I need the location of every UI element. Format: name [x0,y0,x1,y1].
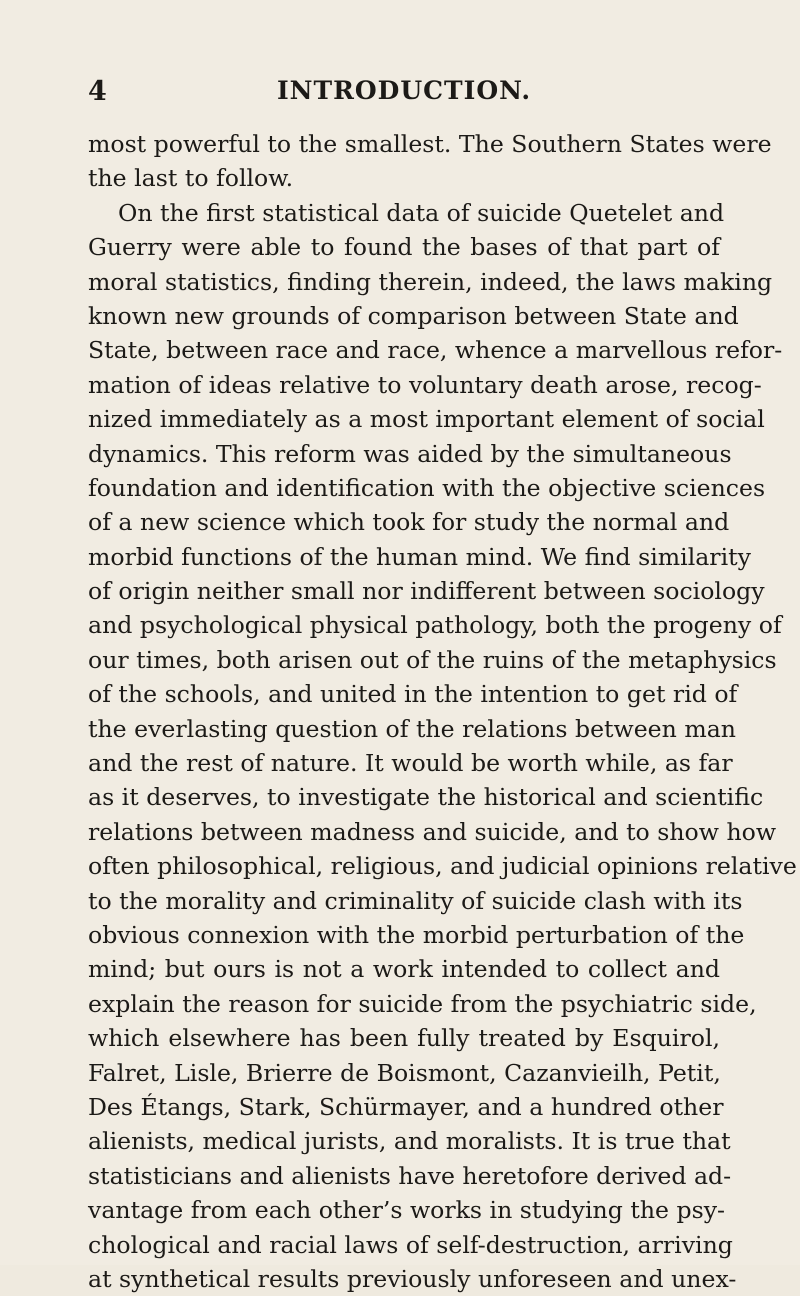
text-line: relations between madness and suicide, and to show how [88,817,777,846]
text-line: On the first statistical data of suicide Quetelet and [118,198,725,227]
text-line: dynamics. This reform was aided by the simultaneous [88,439,732,468]
text-line: vantage from each other’s works in studying the psy- [88,1196,725,1225]
running-title: INTRODUCTION. [276,76,532,105]
text-line: the last to follow. [88,164,294,193]
text-line: mation of ideas relative to voluntary death arose, recog- [88,370,762,399]
text-line: foundation and identification with the objective sciences [88,473,766,502]
text-line: often philosophical, religious, and judicial opinions relative [88,852,797,881]
text-line: of origin neither small nor indifferent between sociology [88,577,765,606]
text-line: and psychological physical pathology, both the progeny of [88,611,782,640]
text-line: Falret, Lisle, Brierre de Boismont, Cazanvieilh, Petit, [88,1058,721,1087]
text-line: the everlasting question of the relations between man [88,714,736,743]
text-line: at synthetical results previously unforeseen and unex- [88,1264,737,1293]
text-line: most powerful to the smallest. The Southern States were [88,130,772,158]
text-line: nized immediately as a most important element of social [88,405,765,434]
text-line: our times, both arisen out of the ruins of the metaphysics [88,645,777,674]
text-line: mind; but ours is not a work intended to collect and [88,955,720,984]
text-line: moral statistics, finding therein, indeed, the laws making [88,267,773,296]
text-line: statisticians and alienists have heretofore derived ad- [88,1161,732,1190]
text-line: of the schools, and united in the intention to get rid of [88,680,738,709]
text-line: explain the reason for suicide from the psychiatric side, [88,989,757,1018]
text-line: Des Étangs, Stark, Schürmayer, and a hundred other [88,1092,724,1121]
page-number: 4 [88,76,108,107]
text-line: chological and racial laws of self-destruction, arriving [88,1230,733,1259]
text-line: Guerry were able to found the bases of that part of [88,233,720,262]
text-line: to the morality and criminality of suicide clash with its [88,886,743,915]
text-line: of a new science which took for study the normal and [88,508,730,537]
page-header [88,76,720,110]
text-line: as it deserves, to investigate the historical and scientific [88,783,764,812]
text-line: State, between race and race, whence a marvellous refor- [88,336,783,365]
text-line: known new grounds of comparison between State and [88,301,739,330]
text-line: morbid functions of the human mind. We find similarity [88,542,751,571]
body-text [88,127,797,1296]
text-line: alienists, medical jurists, and moralists. It is true that [88,1127,731,1156]
text-line: which elsewhere has been fully treated by Esquirol, [88,1024,720,1053]
text-line: obvious connexion with the morbid perturbation of the [88,920,745,949]
text-line: and the rest of nature. It would be worth while, as far [88,749,733,778]
